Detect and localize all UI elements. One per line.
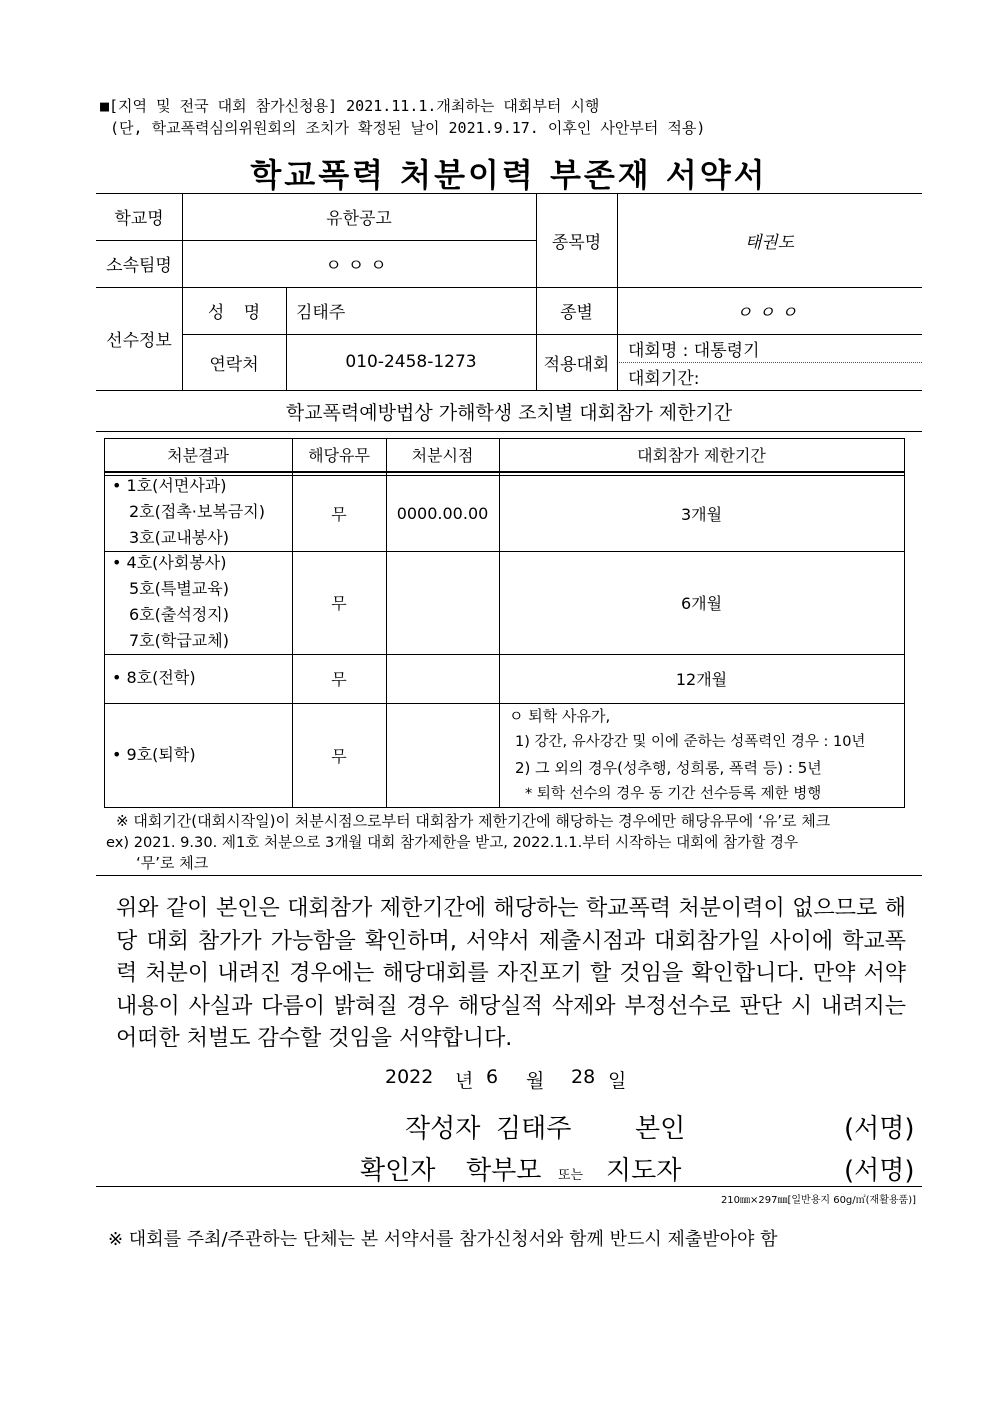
paper-spec: 210㎜×297㎜[일반용지 60g/㎡(재활용품)] [720, 1195, 916, 1206]
row2-applicable: 무 [331, 594, 347, 613]
row4-period-3: 2) 그 외의 경우(성추행, 성희롱, 폭력 등) : 5년 [515, 759, 822, 777]
note-1: ※ 대회기간(대회시작일)이 처분시점으로부터 대회참가 제한기간에 해당하는 경우에만 해당유무에 ‘유’로 체크 [116, 812, 831, 830]
row3-date [386, 654, 499, 703]
contact-value: 010-2458-1273 [345, 352, 477, 372]
confirm-parent: 학부모 [466, 1156, 542, 1186]
event-label: 종목명 [551, 232, 602, 253]
row4-period-2: 1) 강간, 유사강간 및 이에 준하는 성폭력인 경우 : 10년 [515, 734, 866, 750]
row3-result-1: • 8호(전학) [112, 668, 196, 687]
row2-result-1: • 4호(사회봉사) [112, 553, 227, 572]
signature-field-1[interactable]: (서명) [844, 1114, 915, 1144]
confirm-label: 확인자 [360, 1156, 436, 1186]
page-title: 학교폭력 처분이력 부존재 서약서 [250, 156, 768, 194]
row1-applicable: 무 [331, 504, 347, 524]
row4-period-4: * 퇴학 선수의 경우 동 기간 선수등록 제한 병행 [525, 786, 822, 802]
pledge-text: 위와 같이 본인은 대회참가 제한기간에 해당하는 학교폭력 처분이력이 없으므로 해당 대회 참가가 가능함을 확인하며, 서약서 제출시점과 대회참가일 사이에 학교폭력 처분이 내려진 경우에는 해당대회를 자진포기 할 것임을 확인합니다. 만약 서약내용이 사실과 다름이 밝혀질 경우 해당실적 삭제와 부정선수로 판단 시 내려지는 어떠한 처벌도 감수할 것임을 서약합니다. [116, 896, 906, 1051]
row4-applicable: 무 [331, 746, 347, 766]
header-date: 처분시점 [411, 446, 474, 465]
row1-result-2: 2호(접촉·보복금지) [129, 502, 265, 521]
row4-date [386, 703, 499, 807]
confirm-teacher: 지도자 [606, 1156, 682, 1186]
date-year-unit: 년 [455, 1070, 474, 1092]
row4-period-1: ㅇ 퇴학 사유가, [509, 707, 611, 725]
row2-result-3: 6호(출석정지) [129, 605, 229, 624]
applied-competition-label: 적용대회 [543, 354, 610, 375]
header-result: 처분결과 [167, 446, 229, 465]
player-info-label: 선수정보 [106, 331, 172, 351]
header-line-2: (단, 학교폭력심의위원회의 조치가 확정된 날이 2021.9.17. 이후인 사안부터 적용) [110, 119, 706, 137]
row3-period: 12개월 [675, 670, 728, 689]
name-value: 김태주 [296, 303, 346, 323]
date-day: 28 [571, 1066, 596, 1088]
footer-note: ※ 대회를 주최/주관하는 단체는 본 서약서를 참가신청서와 함께 반드시 제출받아야 함 [108, 1229, 778, 1250]
row2-result-2: 5호(특별교육) [129, 579, 229, 598]
restriction-subtitle: 학교폭력예방법상 가해학생 조치별 대회참가 제한기간 [285, 402, 733, 424]
date-month: 6 [486, 1066, 499, 1088]
name-label: 성 명 [207, 303, 261, 323]
note-2a: ex) 2021. 9.30. 제1호 처분으로 3개월 대회 참가제한을 받고, 2022.1.1.부터 시작하는 대회에 참가할 경우 [106, 834, 799, 851]
school-label: 학교명 [114, 209, 164, 229]
row1-date: 0000.00.00 [396, 503, 489, 523]
header-period: 대회참가 제한기간 [637, 446, 766, 465]
category-label: 종별 [560, 303, 593, 323]
row1-result-1: • 1호(서면사과) [112, 476, 227, 495]
date-year: 2022 [385, 1066, 434, 1088]
school-value: 유한공고 [326, 209, 392, 229]
date-month-unit: 월 [526, 1070, 545, 1092]
date-day-unit: 일 [608, 1070, 627, 1092]
event-value: 태권도 [744, 232, 795, 253]
competition-period: 대회기간: [628, 368, 700, 389]
writer-label: 작성자 [405, 1114, 481, 1144]
confirm-or: 또는 [558, 1168, 584, 1183]
row4-result-1: • 9호(퇴학) [112, 745, 196, 764]
signature-field-2[interactable]: (서명) [844, 1156, 915, 1186]
row1-result-3: 3호(교내봉사) [129, 528, 229, 547]
row2-result-4: 7호(학급교체) [129, 631, 229, 650]
row1-period: 3개월 [680, 504, 723, 524]
writer-role: 본인 [635, 1114, 686, 1144]
header-line-1: ■[지역 및 전국 대회 참가신청용] 2021.11.1.개최하는 대회부터 시행 [100, 97, 600, 115]
row2-period: 6개월 [680, 594, 723, 613]
row3-applicable: 무 [331, 670, 347, 689]
competition-name: 대회명 : 대통령기 [628, 340, 760, 361]
team-value: ㅇㅇㅇ [325, 256, 393, 276]
contact-label: 연락처 [209, 354, 259, 375]
header-applicable: 해당유무 [308, 446, 370, 465]
row2-date [386, 551, 499, 654]
note-2b: ‘무’로 체크 [136, 854, 209, 872]
team-label: 소속팀명 [106, 256, 172, 276]
writer-name: 김태주 [496, 1114, 572, 1144]
category-value: ㅇㅇㅇ [735, 303, 804, 323]
